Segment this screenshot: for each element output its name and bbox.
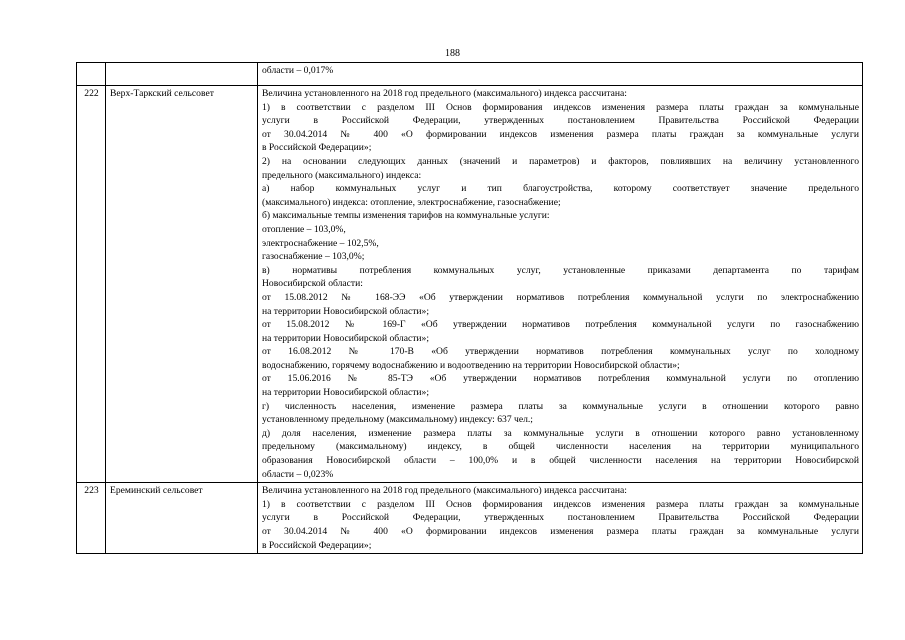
description-line: услуги в Российской Федерации, утвержденных постановлением Правительства Российской Федерации bbox=[262, 512, 859, 524]
row-number-cell: 222 bbox=[77, 86, 106, 483]
row-number-cell bbox=[77, 63, 106, 86]
description-line: предельного (максимального) индекса: bbox=[262, 169, 422, 181]
description-line: 1) в соответствии с разделом III Основ формирования индексов изменения размера платы граждан за коммунальные bbox=[262, 498, 859, 510]
table-row-223 bbox=[77, 483, 863, 554]
description-line: в Российской Федерации»; bbox=[262, 539, 372, 551]
description-line: а) набор коммунальных услуг и тип благоустройства, которому соответствует значение предельного bbox=[262, 183, 859, 195]
index-description-cell bbox=[258, 483, 863, 554]
description-line: Величина установленного на 2018 год предельного (максимального) индекса рассчитана: bbox=[262, 485, 627, 497]
description-line: от 16.08.2012 № 170-В «Об утверждении нормативов потребления коммунальных услуг по холодному bbox=[262, 346, 859, 358]
description-line: от 30.04.2014 № 400 «О формировании индексов изменения размера платы граждан за коммунальные услуги bbox=[262, 526, 859, 537]
description-line: г) численность населения, изменение размера платы за коммунальные услуги в отношении которого равно bbox=[262, 400, 859, 412]
description-line: отопление – 103,0%, bbox=[262, 223, 346, 235]
row-number-cell: 223 bbox=[77, 483, 106, 554]
page-number: 188 bbox=[445, 48, 460, 59]
description-line: Величина установленного на 2018 год предельного (максимального) индекса рассчитана: bbox=[262, 88, 627, 99]
settlement-name-cell: Ереминский сельсовет bbox=[106, 483, 258, 554]
description-line: от 15.06.2016 № 85-ТЭ «Об утверждении нормативов потребления коммунальной услуги по отоплению bbox=[262, 373, 859, 385]
description-line: от 15.08.2012 № 168-ЭЭ «Об утверждении нормативов потребления коммунальной услуги по электроснабжению bbox=[262, 291, 859, 303]
index-description-cell bbox=[258, 86, 863, 483]
description-line: в Российской Федерации»; bbox=[262, 142, 372, 154]
description-line: на территории Новосибирской области»; bbox=[262, 305, 430, 317]
description-line: газоснабжение – 103,0%; bbox=[262, 251, 365, 263]
description-line: электроснабжение – 102,5%, bbox=[262, 237, 379, 249]
description-line: установленному предельному (максимальному) индексу: 637 чел.; bbox=[262, 414, 533, 426]
description-line: (максимального) индекса: отопление, электроснабжение, газоснабжение; bbox=[262, 196, 561, 208]
description-line: области – 0,023% bbox=[262, 468, 334, 480]
description-line: 1) в соответствии с разделом III Основ формирования индексов изменения размера платы граждан за коммунальные bbox=[262, 101, 859, 113]
description-line: услуги в Российской Федерации, утвержденных постановлением Правительства Российской Федерации bbox=[262, 115, 859, 127]
index-description-cell bbox=[258, 63, 863, 86]
description-line: Новосибирской области: bbox=[262, 278, 363, 290]
settlement-name-cell: Верх-Таркский сельсовет bbox=[106, 86, 258, 483]
description-line: б) максимальные темпы изменения тарифов на коммунальные услуги: bbox=[262, 210, 550, 222]
description-line: на территории Новосибирской области»; bbox=[262, 387, 430, 399]
municipal-index-table bbox=[76, 62, 863, 554]
table-row-continuation bbox=[77, 63, 863, 86]
description-line: предельному (максимальному) индексу, в общей численности населения на территории муниципального bbox=[262, 441, 859, 453]
description-line: на территории Новосибирской области»; bbox=[262, 332, 430, 344]
description-line: области – 0,017% bbox=[262, 65, 334, 76]
description-line: в) нормативы потребления коммунальных услуг, установленные приказами департамента по тарифам bbox=[262, 264, 859, 276]
description-line: образования Новосибирской области – 100,0% и в общей численности населения на территории Новосибирской bbox=[262, 455, 859, 467]
description-line: водоснабжению, горячему водоснабжению и водоотведению на территории Новосибирской области»; bbox=[262, 359, 680, 371]
description-line: 2) на основании следующих данных (значений и параметров) и факторов, повлиявших на величину установленного bbox=[262, 155, 859, 167]
description-line: д) доля населения, изменение размера платы за коммунальные услуги в отношении которого равно установленному bbox=[262, 427, 859, 439]
description-line: от 15.08.2012 № 169-Г «Об утверждении нормативов потребления коммунальной услуги по газоснабжению bbox=[262, 319, 859, 331]
description-line: от 30.04.2014 № 400 «О формировании индексов изменения размера платы граждан за коммунальные услуги bbox=[262, 128, 859, 140]
table-row-222 bbox=[77, 86, 863, 483]
settlement-name-cell bbox=[106, 63, 258, 86]
